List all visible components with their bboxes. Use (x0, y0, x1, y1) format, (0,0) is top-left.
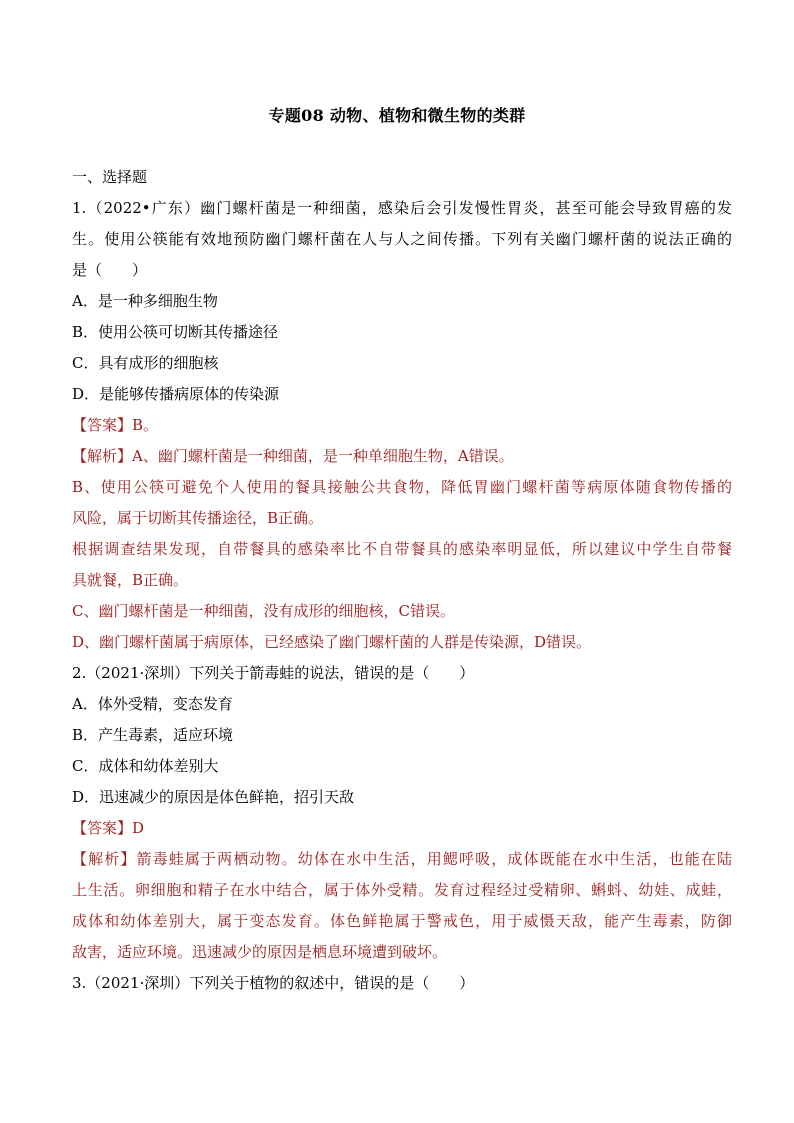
q1-option-b: B．使用公筷可切断其传播途径 (72, 323, 279, 341)
q1-analysis-line-2: 风险，属于切断其传播途径，B正确。 (72, 509, 324, 527)
q1-option-d: D．是能够传播病原体的传染源 (72, 385, 280, 403)
q1-stem-line-1: 1.（2022•广东）幽门螺杆菌是一种细菌，感染后会引发慢性胃炎，甚至可能会导致胃癌的发 (72, 199, 732, 217)
section-heading: 一、选择题 (72, 168, 148, 186)
q2-analysis-line-2: 成体和幼体差别大，属于变态发育。体色鲜艳属于警戒色，用于威慑天敌，能产生毒素，防御 (72, 912, 732, 930)
q2-analysis-text: 箭毒蛙属于两栖动物。幼体在水中生活，用鳃呼吸，成体既能在水中生活，也能在陆 (136, 850, 732, 868)
q1-stem-line-3: 是（ ） (72, 261, 148, 279)
q1-analysis-text: A、幽门螺杆菌是一种细菌，是一种单细胞生物，A错误。 (132, 447, 514, 465)
q1-option-c: C．具有成形的细胞核 (72, 354, 219, 372)
q1-analysis-tag: 【解析】 (72, 447, 133, 465)
q2-option-c: C．成体和幼体差别大 (72, 757, 219, 775)
page-title: 专题08 动物、植物和微生物的类群 (268, 106, 526, 125)
q1-analysis-line-3: 根据调查结果发现，自带餐具的感染率比不自带餐具的感染率明显低，所以建议中学生自带餐 (72, 540, 732, 558)
q1-answer (72, 410, 732, 441)
document-body (72, 162, 732, 999)
q1-option-a: A．是一种多细胞生物 (72, 292, 218, 310)
q2-answer-tag: 【答案】 (72, 819, 133, 837)
q2-analysis-line-3: 敌害，适应环境。迅速减少的原因是栖息环境遭到破坏。 (72, 943, 448, 961)
q1-analysis-line-5: C、幽门螺杆菌是一种细菌，没有成形的细胞核，C错误。 (72, 602, 455, 620)
q2-stem: 2.（2021·深圳）下列关于箭毒蛙的说法，错误的是（ ） (72, 664, 475, 682)
q2-analysis-tag: 【解析】 (72, 850, 137, 868)
q2-option-a: A．体外受精，变态发育 (72, 695, 233, 713)
q2-option-b: B．产生毒素，适应环境 (72, 726, 234, 744)
q1-analysis-line-4: 具就餐，B正确。 (72, 571, 189, 589)
q2-answer (72, 813, 732, 844)
q1-answer-value: B。 (132, 416, 159, 434)
q2-answer-value: D (132, 819, 145, 837)
q2-option-d: D．迅速减少的原因是体色鲜艳，招引天敌 (72, 788, 355, 806)
q2-analysis-first (72, 844, 732, 875)
q1-analysis-first (72, 441, 732, 472)
q1-answer-tag: 【答案】 (72, 416, 133, 434)
q1-stem-line-2: 生。使用公筷能有效地预防幽门螺杆菌在人与人之间传播。下列有关幽门螺杆菌的说法正确的 (72, 230, 732, 248)
q2-analysis-line-1: 上生活。卵细胞和精子在水中结合，属于体外受精。发育过程经过受精卵、蝌蚪、幼娃、成蛙， (72, 881, 732, 899)
q1-analysis-line-1: B、使用公筷可避免个人使用的餐具接触公共食物，降低胃幽门螺杆菌等病原体随食物传播的 (72, 478, 732, 496)
q3-stem: 3.（2021·深圳）下列关于植物的叙述中，错误的是（ ） (72, 974, 475, 992)
q1-analysis-line-6: D、幽门螺杆菌属于病原体，已经感染了幽门螺杆菌的人群是传染源，D错误。 (72, 633, 592, 651)
